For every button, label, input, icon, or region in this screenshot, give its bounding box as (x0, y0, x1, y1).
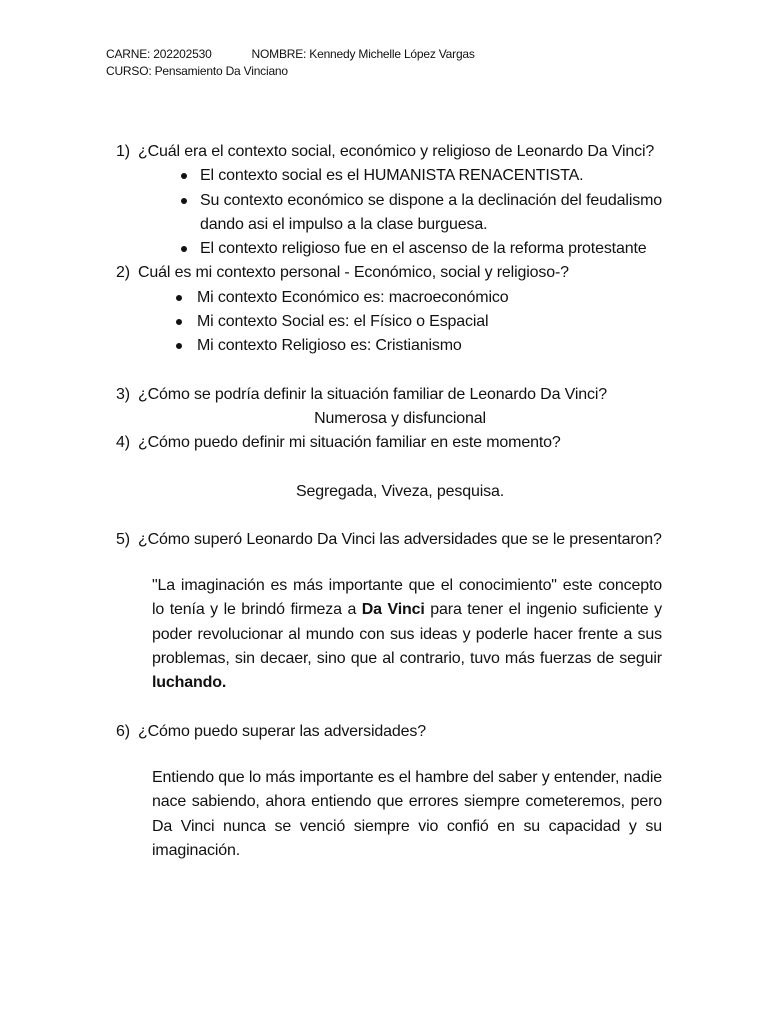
question-2 (106, 261, 662, 285)
bullet-icon (176, 343, 182, 349)
bullet-icon (176, 295, 182, 301)
list-item (106, 334, 662, 358)
answer-list-2 (106, 286, 662, 359)
carne-label: CARNE: 202202530 (106, 47, 212, 61)
question-number: 5) (116, 530, 130, 548)
bullet-icon (181, 173, 187, 179)
answer-text: "La imaginación es más importante que el conocimiento" este concepto lo tenía y le brindó firmeza a (152, 577, 662, 619)
nombre-label: NOMBRE: Kennedy Michelle López Vargas (251, 47, 475, 61)
list-item (106, 310, 662, 334)
question-text: ¿Cómo puedo definir mi situación familiar en este momento? (138, 434, 561, 452)
list-item-text: Mi contexto Religioso es: Cristianismo (197, 337, 462, 355)
list-item (106, 189, 662, 238)
question-5 (106, 528, 662, 552)
document-header (106, 46, 475, 80)
list-item-text: Mi contexto Social es: el Físico o Espacial (197, 313, 489, 331)
answer-5 (106, 574, 662, 695)
bullet-icon (181, 198, 187, 204)
answer-4: Segregada, Viveza, pesquisa. (295, 482, 505, 500)
curso-label: CURSO: Pensamiento Da Vinciano (106, 64, 288, 78)
list-item (106, 286, 662, 310)
answer-3: Numerosa y disfuncional (314, 409, 486, 427)
question-text: ¿Cómo superó Leonardo Da Vinci las adversidades que se le presentaron? (138, 530, 662, 548)
list-item-text: El contexto religioso fue en el ascenso de la reforma protestante (200, 240, 647, 258)
answer-text: para tener el ingenio suficiente y poder revolucionar al mundo con sus ideas y poderle hacer frente a sus problemas, sin decaer, sino que al contrario, tuvo más fuerzas de seguir (152, 601, 662, 668)
question-text: ¿Cómo puedo superar las adversidades? (138, 722, 426, 740)
question-number: 6) (116, 722, 130, 740)
list-item-text: El contexto social es el HUMANISTA RENACENTISTA. (200, 167, 584, 185)
list-item-text: Mi contexto Económico es: macroeconómico (197, 288, 509, 306)
question-text: ¿Cómo se podría definir la situación familiar de Leonardo Da Vinci? (138, 385, 608, 403)
question-4 (106, 431, 662, 455)
list-item (106, 164, 662, 188)
question-text: ¿Cuál era el contexto social, económico y religioso de Leonardo Da Vinci? (138, 143, 655, 160)
question-number: 4) (116, 434, 130, 452)
list-item (106, 237, 662, 261)
question-6 (106, 720, 662, 744)
answer-bold-text: luchando. (152, 674, 227, 692)
bullet-icon (181, 246, 187, 252)
bullet-icon (176, 319, 182, 325)
answer-list-1 (106, 164, 662, 261)
list-item-text: Su contexto económico se dispone a la declinación del feudalismo dando asi el impulso a la clase burguesa. (200, 191, 662, 233)
document-body (106, 140, 662, 863)
question-number: 3) (116, 385, 130, 403)
answer-6: Entiendo que lo más importante es el hambre del saber y entender, nadie nace sabiendo, ahora entiendo que errores siempre cometeremos, pero Da Vinci nunca se venció siempre vio confió en su capacidad y su imaginación. (152, 768, 662, 859)
question-1 (106, 140, 662, 164)
question-text: Cuál es mi contexto personal - Económico, social y religioso-? (138, 264, 569, 282)
question-3 (106, 383, 662, 407)
question-number: 2) (116, 264, 130, 282)
header-row-1 (106, 46, 475, 63)
question-number: 1) (116, 143, 130, 160)
answer-bold-text: Da Vinci (361, 601, 425, 619)
